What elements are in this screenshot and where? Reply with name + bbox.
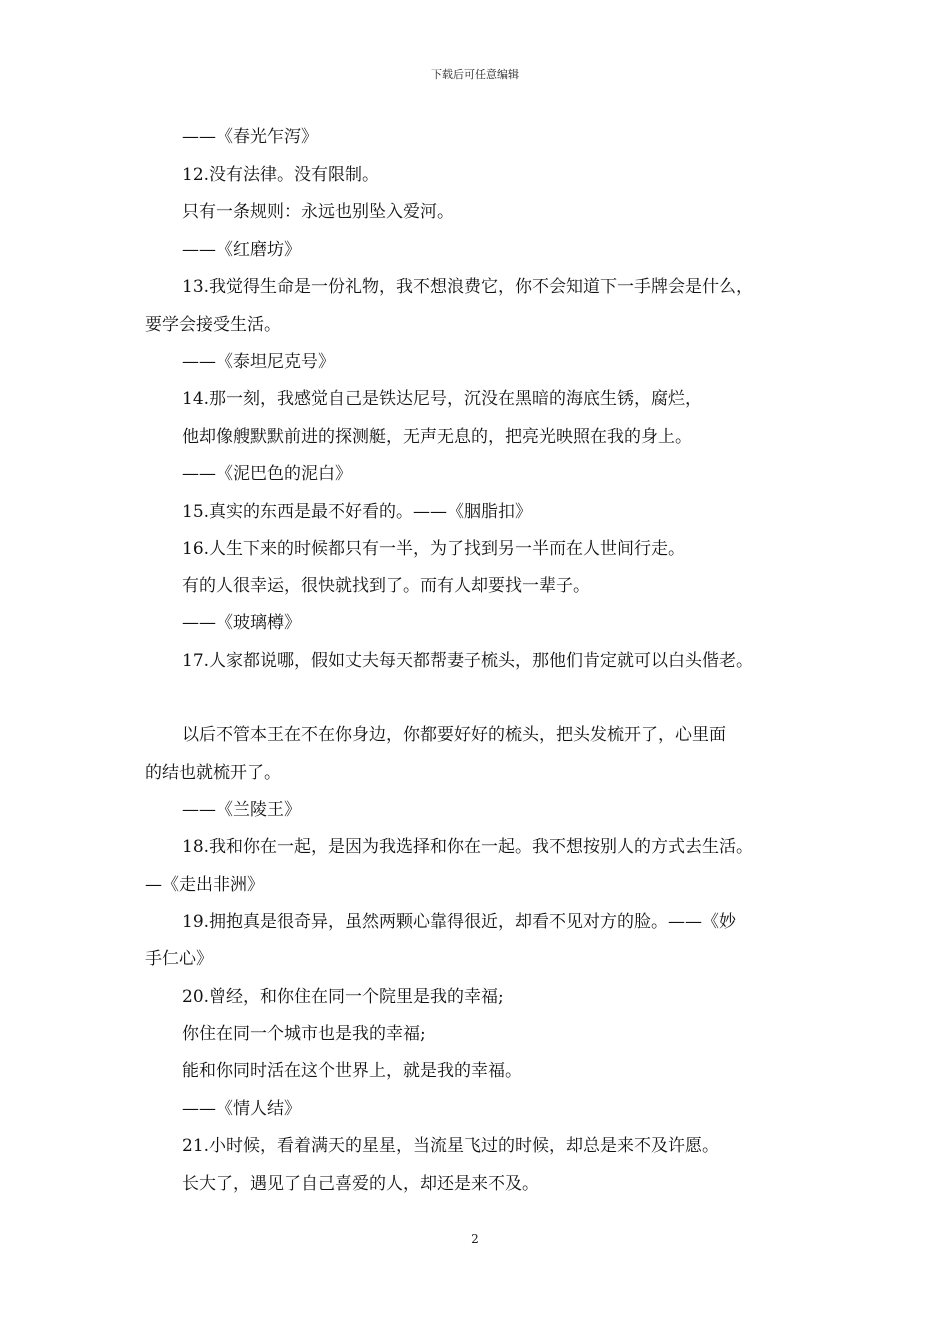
text-line: 有的人很幸运，很快就找到了。而有人却要找一辈子。 <box>182 576 590 596</box>
text-line: ——《泥巴色的泥白》 <box>182 464 352 484</box>
text-line: ——《情人结》 <box>182 1099 301 1119</box>
page-number: 2 <box>471 1232 479 1246</box>
text-line: 20.曾经，和你住在同一个院里是我的幸福; <box>182 987 504 1007</box>
text-line: 只有一条规则：永远也别坠入爱河。 <box>182 202 454 222</box>
page-header: 下载后可任意编辑 <box>431 68 519 81</box>
text-line: 他却像艘默默前进的探测艇，无声无息的，把亮光映照在我的身上。 <box>182 427 692 447</box>
text-line: 18.我和你在一起，是因为我选择和你在一起。我不想按别人的方式去生活。 <box>182 837 754 857</box>
text-line: 12.没有法律。没有限制。 <box>182 165 380 185</box>
text-line: 14.那一刻，我感觉自己是铁达尼号，沉没在黑暗的海底生锈，腐烂， <box>182 389 703 409</box>
text-line: 13.我觉得生命是一份礼物，我不想浪费它，你不会知道下一手牌会是什么， <box>182 277 754 297</box>
text-line: 以后不管本王在不在你身边，你都要好好的梳头，把头发梳开了，心里面 <box>182 725 726 745</box>
text-line: ——《红磨坊》 <box>182 240 301 260</box>
text-line: ——《泰坦尼克号》 <box>182 352 335 372</box>
text-line: 要学会接受生活。 <box>145 315 281 335</box>
text-line: 手仁心》 <box>145 949 213 969</box>
text-line: 长大了，遇见了自己喜爱的人，却还是来不及。 <box>182 1174 539 1194</box>
text-line: 17.人家都说哪，假如丈夫每天都帮妻子梳头，那他们肯定就可以白头偕老。 <box>182 651 754 671</box>
text-line: ——《春光乍泻》 <box>182 127 318 147</box>
text-line: 16.人生下来的时候都只有一半，为了找到另一半而在人世间行走。 <box>182 539 686 559</box>
text-line: 能和你同时活在这个世界上，就是我的幸福。 <box>182 1061 522 1081</box>
text-line: —《走出非洲》 <box>145 875 264 895</box>
text-line: 的结也就梳开了。 <box>145 763 281 783</box>
text-line: ——《兰陵王》 <box>182 800 301 820</box>
text-line: ——《玻璃樽》 <box>182 613 301 633</box>
text-line: 你住在同一个城市也是我的幸福; <box>182 1024 426 1044</box>
text-line: 15.真实的东西是最不好看的。——《胭脂扣》 <box>182 502 533 522</box>
text-line: 21.小时候，看着满天的星星，当流星飞过的时候，却总是来不及许愿。 <box>182 1136 720 1156</box>
text-line: 19.拥抱真是很奇异，虽然两颗心靠得很近，却看不见对方的脸。——《妙 <box>182 912 737 932</box>
